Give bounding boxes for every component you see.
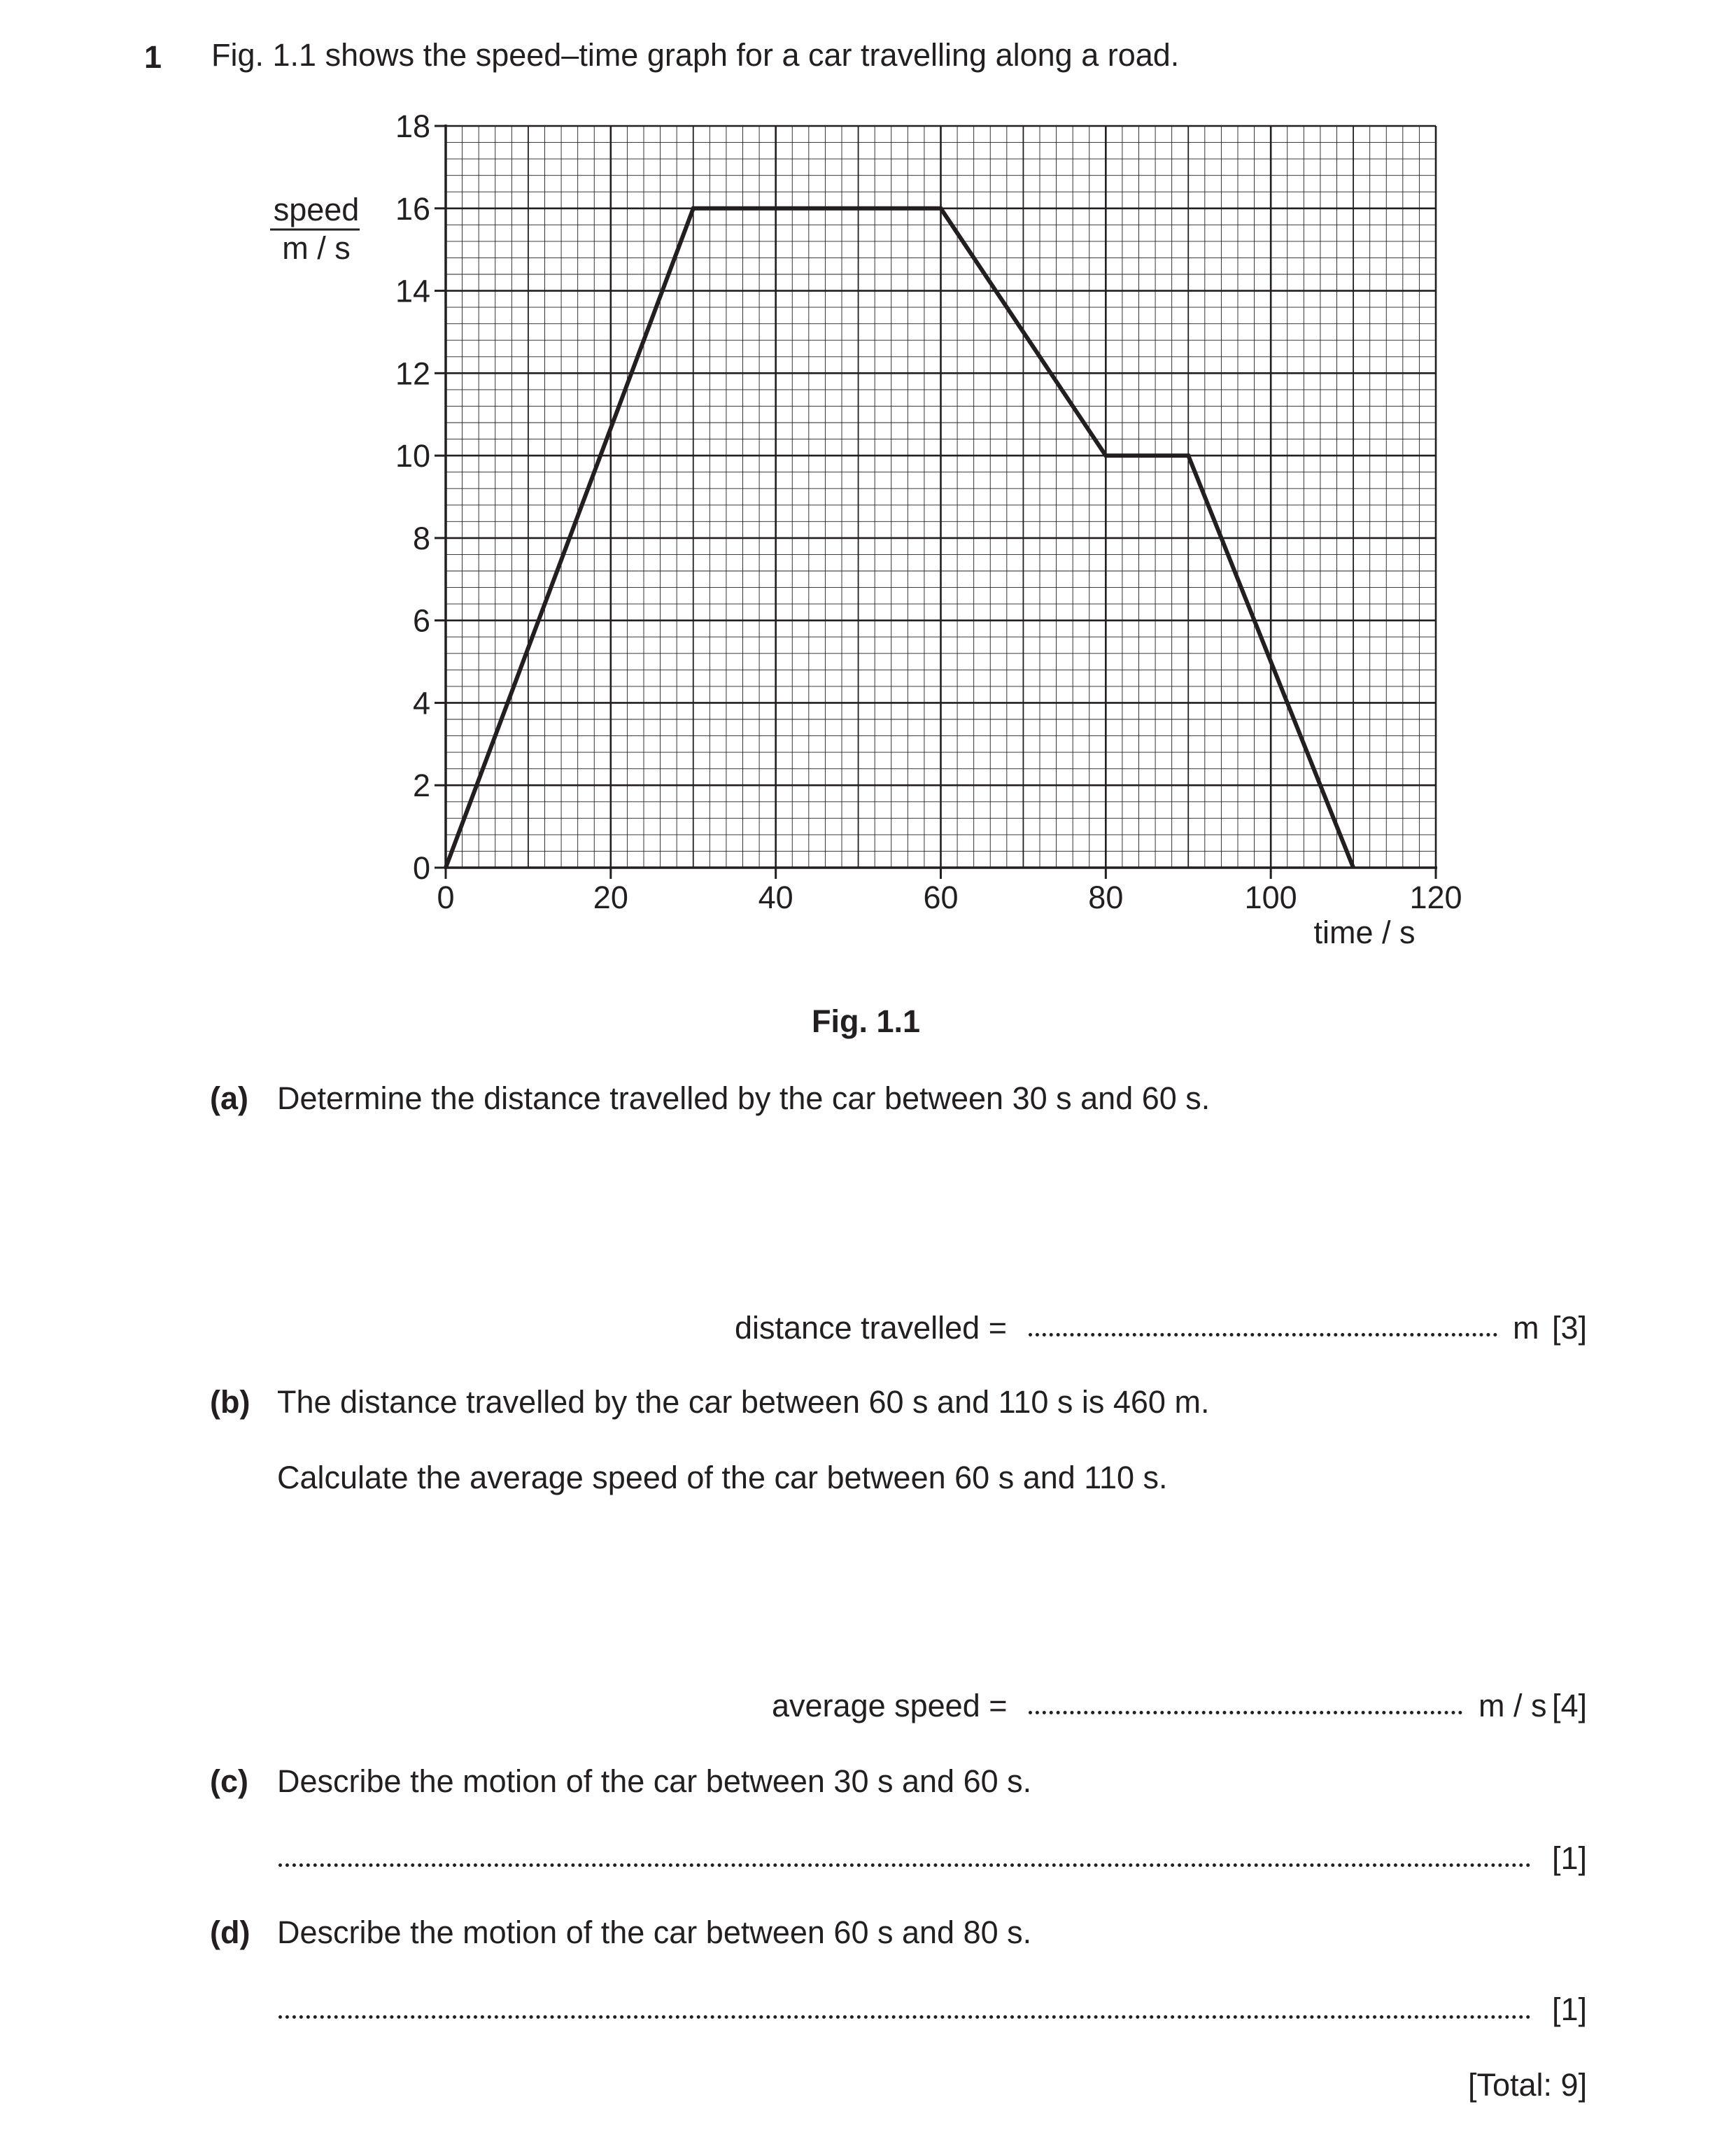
part-c-text: Describe the motion of the car between 30 s and 60 s. <box>277 1763 1032 1799</box>
part-c-label: (c) <box>210 1763 248 1799</box>
part-d-answer-line[interactable] <box>278 2015 1531 2019</box>
part-c-answer-line[interactable] <box>278 1863 1531 1867</box>
part-c-marks: [1] <box>1552 1840 1588 1876</box>
part-b-answer-label: average speed = <box>772 1688 1008 1723</box>
y-tick-label: 10 <box>395 438 430 474</box>
part-b-marks: [4] <box>1552 1688 1588 1723</box>
figure-caption: Fig. 1.1 <box>812 1003 921 1039</box>
y-tick-label: 2 <box>412 768 430 804</box>
part-a-marks: [3] <box>1552 1310 1588 1346</box>
y-tick-label: 8 <box>412 520 430 556</box>
x-tick-label: 60 <box>923 880 959 915</box>
part-b-text2: Calculate the average speed of the car between 60 s and 110 s. <box>277 1460 1168 1495</box>
y-tick-label: 18 <box>395 108 430 144</box>
y-axis-label-bottom: m / s <box>282 230 351 266</box>
part-b-answer-line[interactable] <box>1029 1711 1462 1714</box>
x-tick-label: 100 <box>1244 880 1297 915</box>
question-number: 1 <box>144 39 162 75</box>
x-tick-label: 20 <box>593 880 628 915</box>
part-b-label: (b) <box>210 1384 250 1420</box>
y-axis-label-top: speed <box>273 192 360 227</box>
question-intro: Fig. 1.1 shows the speed–time graph for a car travelling along a road. <box>211 37 1180 73</box>
part-d-label: (d) <box>210 1914 250 1950</box>
total-marks: [Total: 9] <box>1468 2067 1588 2103</box>
part-b-text: The distance travelled by the car between 60 s and 110 s is 460 m. <box>277 1384 1210 1420</box>
y-tick-label: 0 <box>412 850 430 886</box>
part-d-text: Describe the motion of the car between 60 s and 80 s. <box>277 1914 1032 1950</box>
y-tick-label: 4 <box>412 685 430 721</box>
y-tick-label: 16 <box>395 190 430 227</box>
y-tick-label: 6 <box>412 602 430 639</box>
part-a-label: (a) <box>210 1080 248 1116</box>
x-axis-label: time / s <box>1313 915 1416 950</box>
speed-time-graph <box>0 0 1736 966</box>
y-tick-label: 12 <box>395 355 430 392</box>
part-a-answer-line[interactable] <box>1029 1333 1497 1336</box>
x-tick-label: 0 <box>437 880 455 915</box>
part-b-unit: m / s <box>1479 1688 1547 1723</box>
x-tick-label: 120 <box>1409 880 1462 915</box>
part-d-marks: [1] <box>1552 1991 1588 2027</box>
part-a-unit: m <box>1513 1310 1539 1346</box>
x-tick-label: 80 <box>1088 880 1124 915</box>
y-tick-label: 14 <box>395 273 430 309</box>
part-a-answer-label: distance travelled = <box>735 1310 1007 1346</box>
tick-labels <box>395 108 1462 915</box>
x-tick-label: 40 <box>758 880 793 915</box>
part-a-text: Determine the distance travelled by the car between 30 s and 60 s. <box>277 1080 1211 1116</box>
